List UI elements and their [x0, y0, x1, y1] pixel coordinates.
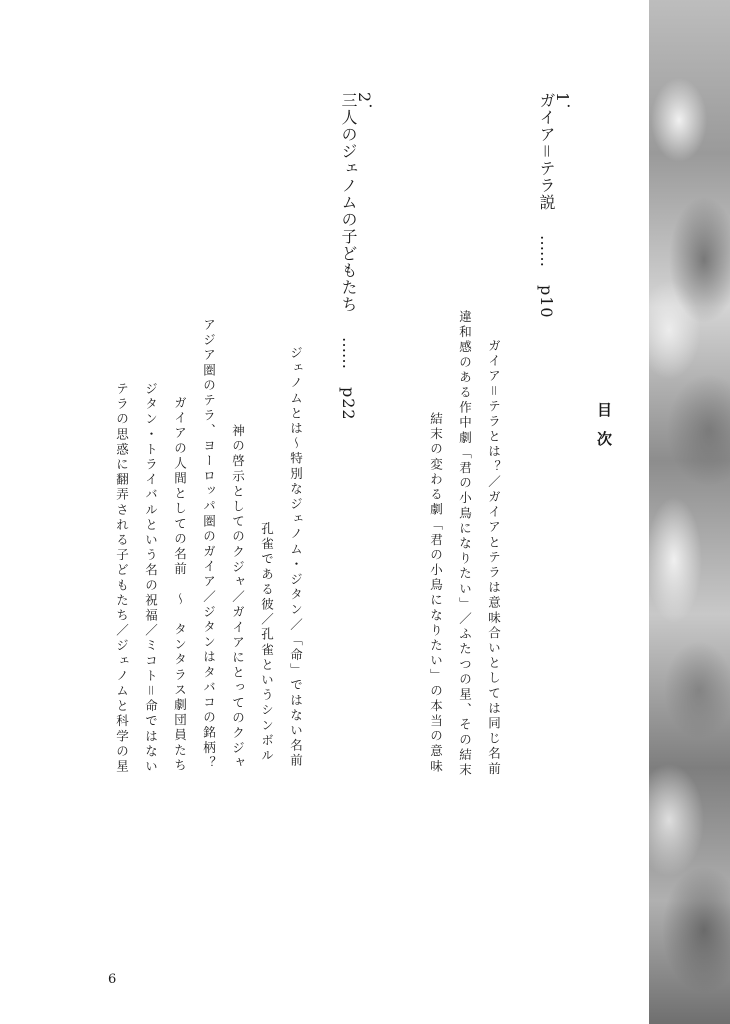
chapter-1-item-3: 結末の変わる劇「君の小鳥になりたい」の本当の意味 — [428, 412, 444, 775]
page-number: 6 — [108, 972, 117, 987]
chapter-2-item-1: ジェノムとは〜特別なジェノム・ジタン／「命」ではない名前 — [288, 346, 304, 769]
chapter-1-title: ガイア＝テラ説 — [537, 92, 556, 212]
chapter-2-item-5: ガイアの人間としての名前 〜 タンタラス劇団員たち — [172, 396, 188, 774]
chapter-2-leader: …… — [339, 337, 358, 369]
chapter-2-item-2: 孔雀である彼／孔雀というシンボル — [259, 522, 275, 764]
chapter-2-item-4: アジア圏のテラ、ヨーロッパ圏のガイア／ジタンはタバコの銘柄？ — [201, 318, 217, 771]
toc-heading: 目次 — [595, 402, 613, 460]
chapter-1-leader: …… — [537, 235, 556, 268]
chapter-2-heading[interactable] — [340, 92, 372, 421]
chapter-2-number: 2． — [355, 92, 374, 121]
chapter-1-page: p10 — [537, 285, 556, 319]
chapter-1-heading[interactable] — [538, 92, 570, 319]
chapter-2-page: p22 — [339, 387, 358, 421]
marble-texture-strip — [649, 0, 730, 1024]
chapter-2-title: 三人のジェノムの子どもたち — [339, 92, 358, 313]
chapter-1-number: 1． — [553, 92, 572, 121]
chapter-2-item-6: ジタン・トライバルという名の祝福／ミコト＝命ではない — [143, 382, 159, 775]
chapter-2-item-3: 神の啓示としてのクジャ／ガイアにとってのクジャ — [230, 424, 246, 772]
chapter-1-item-1: ガイア＝テラとは？／ガイアとテラは意味合いとしては同じ名前 — [486, 339, 502, 777]
chapter-2-item-7: テラの思惑に翻弄される子どもたち／ジェノムと科学の星 — [114, 382, 130, 775]
chapter-1-item-2: 違和感のある作中劇「君の小鳥になりたい」／ふたつの星、その結末 — [457, 310, 473, 779]
